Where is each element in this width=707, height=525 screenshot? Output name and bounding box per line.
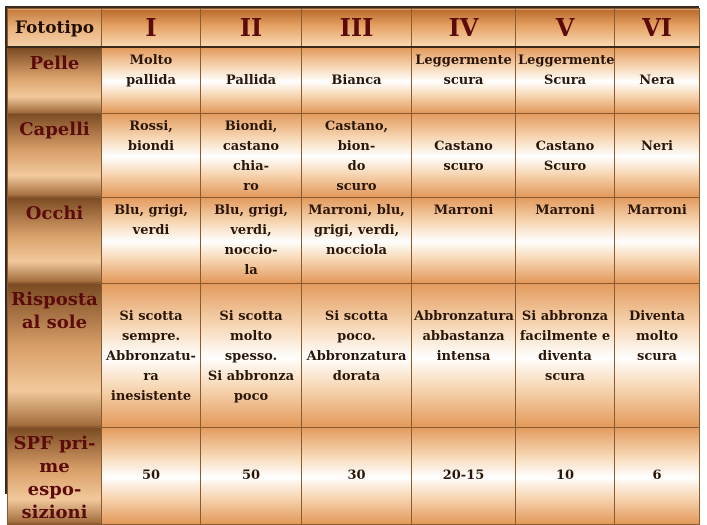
cell-line: Leggermente: [415, 53, 512, 68]
cell-line: Abbronzatura: [414, 308, 514, 324]
cell-line: Molto: [129, 53, 173, 68]
cell-line: nocciola: [326, 242, 387, 258]
row-label-line: al sole: [21, 311, 88, 333]
cell-line: Neri: [641, 138, 673, 154]
cell-capelli-vi: [615, 113, 700, 197]
cell-line: castano chia-: [222, 138, 280, 174]
row-label-line: sizioni: [21, 501, 88, 523]
cell-line: Abbronzatu-: [106, 348, 196, 364]
row-label-capelli: Capelli: [8, 113, 102, 197]
cell-line: molto scura: [635, 328, 679, 364]
cell-line: Blu, grigi,: [214, 202, 288, 218]
row-occhi: [8, 197, 700, 283]
cell-risposta-ii: [201, 283, 302, 427]
cell-line: la: [244, 262, 258, 278]
cell-line: scura: [443, 73, 484, 88]
cell-line: diventa scura: [538, 348, 592, 384]
row-pelle: [8, 47, 700, 113]
cell-line: Marroni: [433, 202, 494, 218]
row-spf: [8, 427, 700, 524]
cell-line: Rossi,: [129, 118, 173, 134]
cell-pelle-v: [516, 47, 615, 113]
cell-line: Si scotta: [119, 308, 183, 324]
cell-line: dorata: [332, 368, 381, 384]
cell-risposta-v: [516, 283, 615, 427]
cell-line: do: [347, 158, 366, 174]
cell-spf-v: 10: [516, 427, 615, 524]
header-type-vi: VI: [615, 9, 700, 48]
cell-pelle-iii: [302, 47, 412, 113]
cell-line: Scura: [543, 73, 587, 88]
header-type-i: I: [102, 9, 201, 48]
header-type-iv: IV: [412, 9, 516, 48]
cell-line: poco: [233, 388, 269, 404]
row-label-occhi: Occhi: [8, 197, 102, 283]
row-capelli: [8, 113, 700, 197]
cell-pelle-vi: [615, 47, 700, 113]
cell-line: abbastanza: [422, 328, 505, 344]
phototype-table: [7, 8, 700, 525]
cell-spf-i: 50: [102, 427, 201, 524]
cell-line: Blu, grigi,: [114, 202, 188, 218]
cell-occhi-v: [516, 197, 615, 283]
row-label-line: SPF pri-: [13, 432, 96, 454]
cell-line: ra inesistente: [110, 368, 192, 404]
cell-line: scuro: [336, 178, 377, 194]
header-type-iii: III: [302, 9, 412, 48]
row-label-pelle: Pelle: [8, 47, 102, 113]
cell-spf-ii: 50: [201, 427, 302, 524]
cell-spf-iv: 20-15: [412, 427, 516, 524]
header-type-v: V: [516, 9, 615, 48]
cell-line: Pallida: [225, 73, 277, 88]
cell-capelli-iii: [302, 113, 412, 197]
cell-line: Castano, bion-: [324, 118, 389, 154]
cell-line: facilmente e: [519, 328, 611, 344]
cell-risposta-i: [102, 283, 201, 427]
cell-pelle-ii: [201, 47, 302, 113]
cell-line: poco.: [337, 328, 376, 344]
cell-pelle-i: [102, 47, 201, 113]
cell-capelli-i: [102, 113, 201, 197]
cell-line: Castano: [535, 138, 595, 154]
cell-line: pallida: [126, 73, 176, 88]
cell-occhi-i: [102, 197, 201, 283]
cell-line: verdi, noccio-: [224, 222, 278, 258]
cell-line: ro: [243, 178, 259, 194]
phototype-table-frame: [5, 6, 699, 523]
row-label-line: me espo-: [27, 455, 82, 500]
cell-capelli-v: [516, 113, 615, 197]
cell-capelli-ii: [201, 113, 302, 197]
cell-occhi-iv: [412, 197, 516, 283]
cell-line: molto spesso.: [224, 328, 278, 364]
cell-line: Marroni: [535, 202, 595, 218]
cell-line: verdi: [132, 222, 170, 238]
cell-line: Si abbronza: [521, 308, 609, 324]
cell-capelli-iv: [412, 113, 516, 197]
cell-occhi-vi: [615, 197, 700, 283]
cell-line: Castano scuro: [434, 138, 493, 174]
cell-risposta-vi: [615, 283, 700, 427]
row-label-line: Risposta: [11, 288, 98, 310]
row-label-risposta: [8, 283, 102, 427]
header-row: [8, 9, 700, 48]
cell-line: Nera: [639, 73, 675, 88]
cell-risposta-iii: [302, 283, 412, 427]
cell-occhi-iii: [302, 197, 412, 283]
cell-line: biondi: [127, 138, 175, 154]
cell-line: Si abbronza: [207, 368, 295, 384]
cell-pelle-iv: [412, 47, 516, 113]
cell-occhi-ii: [201, 197, 302, 283]
cell-line: Abbronzatura: [306, 348, 407, 364]
cell-line: Scuro: [543, 158, 587, 174]
cell-risposta-iv: [412, 283, 516, 427]
cell-line: Leggermente: [518, 53, 615, 68]
header-fototipo: Fototipo: [8, 9, 102, 48]
cell-line: Bianca: [331, 73, 382, 88]
cell-line: Si scotta: [324, 308, 389, 324]
cell-spf-iii: 30: [302, 427, 412, 524]
row-label-spf: [8, 427, 102, 524]
cell-spf-vi: 6: [615, 427, 700, 524]
cell-line: sempre.: [121, 328, 181, 344]
cell-line: intensa: [436, 348, 491, 364]
header-type-ii: II: [201, 9, 302, 48]
cell-line: Biondi,: [224, 118, 278, 134]
row-risposta-al-sole: [8, 283, 700, 427]
cell-line: Marroni: [627, 202, 687, 218]
cell-line: Diventa: [629, 308, 685, 324]
cell-line: Si scotta: [219, 308, 283, 324]
cell-line: grigi, verdi,: [313, 222, 400, 238]
cell-line: Marroni, blu,: [308, 202, 405, 218]
